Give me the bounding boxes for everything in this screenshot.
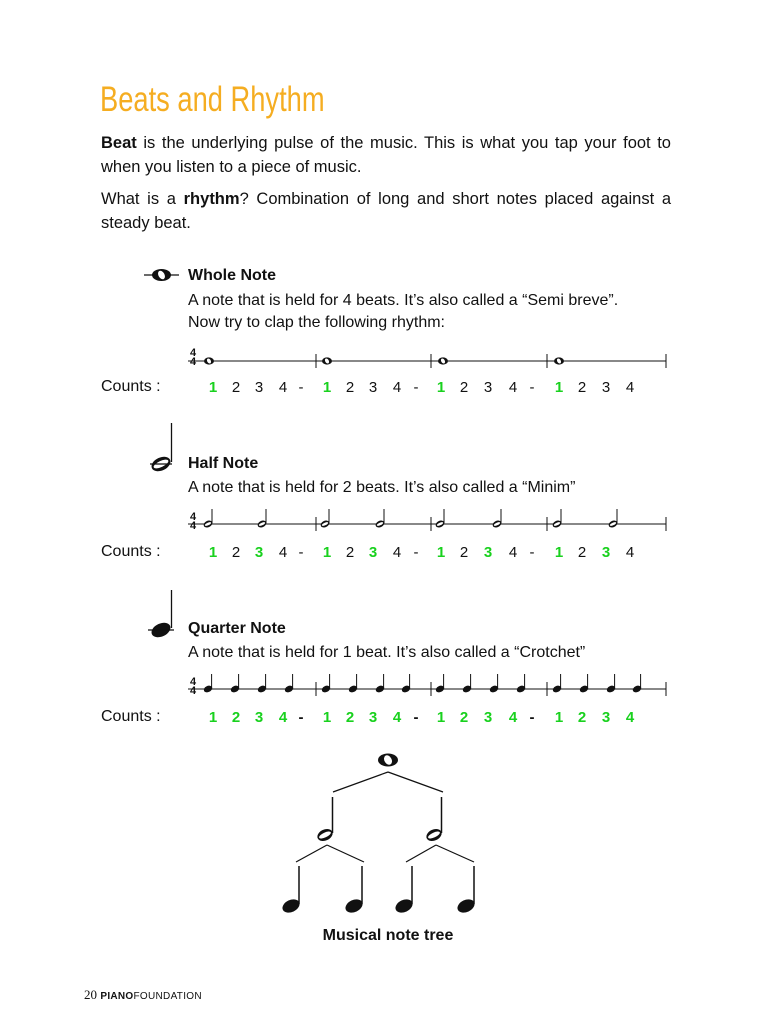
rhythm-prefix: What is a [101,190,184,208]
count-number: 2 [345,544,355,561]
count-number: 4 [278,544,288,561]
tree-quarter-note [343,866,364,915]
whole-note [438,357,448,364]
quarter-note [375,674,386,694]
tree-quarter-note [393,866,414,915]
count-number: 1 [554,379,564,396]
count-number: 2 [459,379,469,396]
counts-label: Counts : [101,708,161,725]
page-footer [84,987,202,1003]
time-signature [189,513,197,531]
time-signature-bottom: 4 [189,356,197,368]
half-note [434,509,445,529]
half-note [551,509,562,529]
count-number: 3 [254,544,264,561]
tree-whole-note [378,754,398,767]
count-separator: - [413,544,419,561]
count-number: 2 [345,379,355,396]
count-number: 3 [483,379,493,396]
quarter-note [401,674,412,694]
counts-label: Counts : [101,543,161,560]
half-note [491,509,502,529]
count-number: 1 [436,544,446,561]
musical-note-tree [280,754,476,916]
half-note [374,509,385,529]
tree-quarter-note [455,866,476,915]
time-signature [189,349,197,367]
count-separator: - [298,709,304,726]
count-number: 3 [601,544,611,561]
count-separator: - [413,709,419,726]
half-note [607,509,618,529]
count-number: 3 [254,709,264,726]
half-note [202,509,213,529]
count-number: 4 [392,544,402,561]
quarter-note [203,674,214,694]
counts-label: Counts : [101,378,161,395]
count-number: 2 [231,709,241,726]
count-number: 4 [625,709,635,726]
count-number: 3 [254,379,264,396]
half-note [319,509,330,529]
quarter-note [435,674,446,694]
count-number: 2 [577,544,587,561]
count-number: 2 [231,379,241,396]
quarter-note [348,674,359,694]
whole-note-icon [144,269,179,281]
page-title: Beats and Rhythm [100,80,325,119]
count-separator: - [529,709,535,726]
quarter-note [257,674,268,694]
count-number: 1 [554,709,564,726]
quarter-note-description: A note that is held for 1 beat. It’s also called a “Crotchet” [188,644,586,661]
half-note [256,509,267,529]
whole-note [554,357,564,364]
count-separator: - [413,379,419,396]
quarter-note [579,674,590,694]
count-separator: - [529,544,535,561]
count-separator: - [298,544,304,561]
count-number: 2 [577,709,587,726]
count-number: 3 [483,709,493,726]
count-number: 1 [554,544,564,561]
count-number: 3 [483,544,493,561]
quarter-note-counts [0,709,768,729]
count-number: 4 [392,709,402,726]
time-signature-top: 4 [189,347,197,359]
count-number: 1 [208,544,218,561]
whole-note [322,357,332,364]
count-number: 3 [601,379,611,396]
count-number: 4 [278,379,288,396]
time-signature-bottom: 4 [189,520,197,532]
half-note-counts [0,544,768,564]
quarter-note [606,674,617,694]
count-number: 1 [208,379,218,396]
quarter-note [489,674,500,694]
tree-half-note [424,797,443,843]
count-separator: - [298,379,304,396]
count-separator: - [529,379,535,396]
quarter-note-rhythm-staff [188,674,666,696]
count-number: 4 [278,709,288,726]
half-note-icon [149,423,173,474]
tree-caption: Musical note tree [322,927,454,944]
count-number: 4 [625,544,635,561]
page-number: 20 [84,987,97,1002]
rhythm-text: ? Combination of long and short notes placed against a steady beat. [101,190,672,232]
count-number: 4 [625,379,635,396]
time-signature-top: 4 [189,511,197,523]
count-number: 4 [508,709,518,726]
beat-term: Beat [101,134,137,152]
count-number: 2 [459,709,469,726]
count-number: 3 [368,379,378,396]
whole-note-heading: Whole Note [188,267,276,284]
quarter-note [230,674,241,694]
quarter-note [632,674,643,694]
count-number: 1 [208,709,218,726]
time-signature-top: 4 [189,676,197,688]
whole-note [204,357,214,364]
whole-note-counts [0,379,768,399]
whole-note-rhythm-staff [188,354,666,368]
half-note-heading: Half Note [188,455,259,472]
tree-quarter-note [280,866,301,915]
count-number: 1 [322,544,332,561]
count-number: 4 [392,379,402,396]
count-number: 3 [368,709,378,726]
count-number: 1 [322,379,332,396]
tree-half-note [315,797,334,843]
quarter-note [462,674,473,694]
count-number: 3 [601,709,611,726]
quarter-note [321,674,332,694]
rhythm-term: rhythm [183,190,240,208]
count-number: 3 [368,544,378,561]
time-signature [189,678,197,696]
quarter-note-heading: Quarter Note [188,620,286,637]
count-number: 2 [231,544,241,561]
quarter-note-icon [148,590,174,640]
count-number: 2 [459,544,469,561]
half-note-description: A note that is held for 2 beats. It’s also called a “Minim” [188,479,576,496]
count-number: 4 [508,544,518,561]
count-number: 2 [345,709,355,726]
footer-brand-regular: FOUNDATION [133,991,202,1002]
half-note-rhythm-staff [188,509,666,531]
count-number: 4 [508,379,518,396]
time-signature-bottom: 4 [189,685,197,697]
whole-note-description: A note that is held for 4 beats. It’s also called a “Semi breve”. [188,292,619,309]
footer-brand-bold: PIANO [100,991,134,1002]
count-number: 1 [436,709,446,726]
quarter-note [552,674,563,694]
count-number: 1 [322,709,332,726]
count-number: 1 [436,379,446,396]
clap-instruction: Now try to clap the following rhythm: [188,314,445,331]
count-number: 2 [577,379,587,396]
beat-text: is the underlying pulse of the music. This is what you tap your foot to when you listen to a piece of music. [101,134,671,176]
quarter-note [516,674,527,694]
quarter-note [284,674,295,694]
